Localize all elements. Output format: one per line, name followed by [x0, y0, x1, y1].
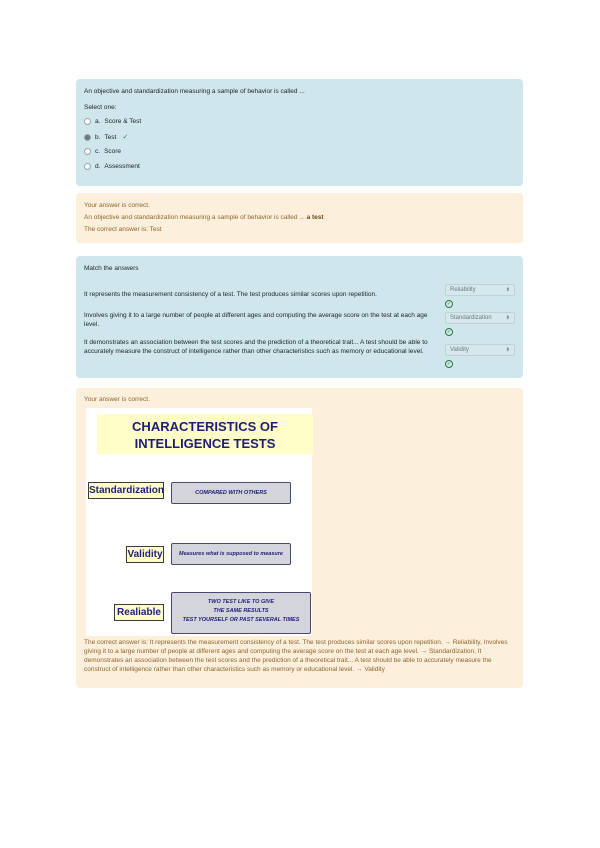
radio-selected-icon[interactable]	[84, 134, 91, 141]
image-title	[97, 414, 313, 454]
characteristics-image	[86, 408, 312, 636]
option-a[interactable]	[84, 118, 141, 125]
select-one-label: Select one:	[84, 104, 117, 111]
option-letter: b.	[95, 133, 101, 141]
select-value: Standardization	[450, 315, 492, 321]
label-standardization: Standardization	[88, 482, 164, 499]
desc-validity: Measures what is supposed to measure	[171, 543, 291, 565]
option-letter: a.	[95, 118, 101, 125]
match-row-1-text: It represents the measurement consistency of a test. The test produces similar scores upon repetition.	[84, 291, 377, 298]
feedback-status: Your answer is correct.	[84, 396, 150, 403]
match-row-2-text: Involves giving it to a large number of people at different ages and computing the average score on the test at each age level.	[84, 312, 428, 328]
feedback-2-card	[76, 388, 523, 688]
option-text: Test	[104, 133, 117, 141]
desc-line-1: TWO TEST LIKE TO GIVE	[207, 599, 275, 605]
select-value: Reliability	[450, 287, 476, 293]
chevron-updown-icon: ⬍	[505, 315, 510, 321]
explanation-text: An objective and standardization measuring a sample of behavior is called ...	[84, 214, 305, 221]
image-title-line-2: INTELLIGENCE TESTS	[134, 436, 276, 451]
label-validity: Validity	[126, 546, 164, 563]
match-select-3[interactable]	[445, 344, 515, 356]
feedback-status: Your answer is correct.	[84, 202, 150, 209]
question-2-card	[76, 256, 523, 378]
option-d[interactable]	[84, 163, 140, 170]
desc-standardization: COMPARED WITH OTHERS	[171, 482, 291, 504]
match-row-3-text: It demonstrates an association between the test scores and the prediction of a theoretical trait... A test should be able to accurately measure the construct of intelligence rather than other characteristics such as memory or educational level.	[84, 339, 428, 355]
question-text: An objective and standardization measuring a sample of behavior is called ...	[84, 88, 305, 95]
explanation-answer: a test	[306, 214, 324, 221]
radio-icon[interactable]	[84, 148, 91, 155]
select-value: Validity	[450, 347, 469, 353]
option-text: Assessment	[104, 163, 140, 170]
match-select-1[interactable]	[445, 284, 515, 296]
correct-check-icon: ✓	[446, 361, 452, 367]
label-realiable: Realiable	[114, 604, 164, 621]
option-c[interactable]	[84, 148, 121, 155]
question-title: Match the answers	[84, 265, 139, 272]
option-b[interactable]	[84, 133, 128, 141]
correct-check-icon: ✓	[446, 301, 452, 307]
option-text: Score & Test	[104, 118, 142, 125]
desc-line-2: THE SAME RESULTS	[213, 608, 269, 614]
option-letter: c.	[95, 148, 101, 155]
match-select-2[interactable]	[445, 312, 515, 324]
correct-answer: The correct answer is: Test	[84, 226, 162, 233]
chevron-updown-icon: ⬍	[505, 347, 510, 353]
correct-check-icon: ✓	[446, 329, 452, 335]
chevron-updown-icon: ⬍	[505, 287, 510, 293]
feedback-explanation	[84, 213, 324, 222]
option-text: Score	[104, 148, 122, 155]
radio-icon[interactable]	[84, 118, 91, 125]
radio-icon[interactable]	[84, 163, 91, 170]
image-title-line-1: CHARACTERISTICS OF	[132, 419, 278, 434]
question-1-card	[76, 79, 523, 186]
correct-check-icon: ✓	[122, 134, 129, 141]
correct-answer: The correct answer is: It represents the measurement consistency of a test. The test produces similar scores upon repetition. → Reliability, Involves giving it to a large number of people at different ages and computing the average score on the test at each age level. → Standardization, It demonstrates an association between the test scores and the prediction of a theoretical trait... A test should be able to accurately measure the construct of intelligence rather than other characteristics such as memory or educational level. → Validity	[84, 639, 508, 673]
option-letter: d.	[95, 163, 101, 170]
feedback-1-card	[76, 193, 523, 243]
desc-realiable	[171, 592, 311, 634]
desc-line-3: TEST YOURSELF OR PAST SEVERAL TIMES	[182, 617, 300, 623]
